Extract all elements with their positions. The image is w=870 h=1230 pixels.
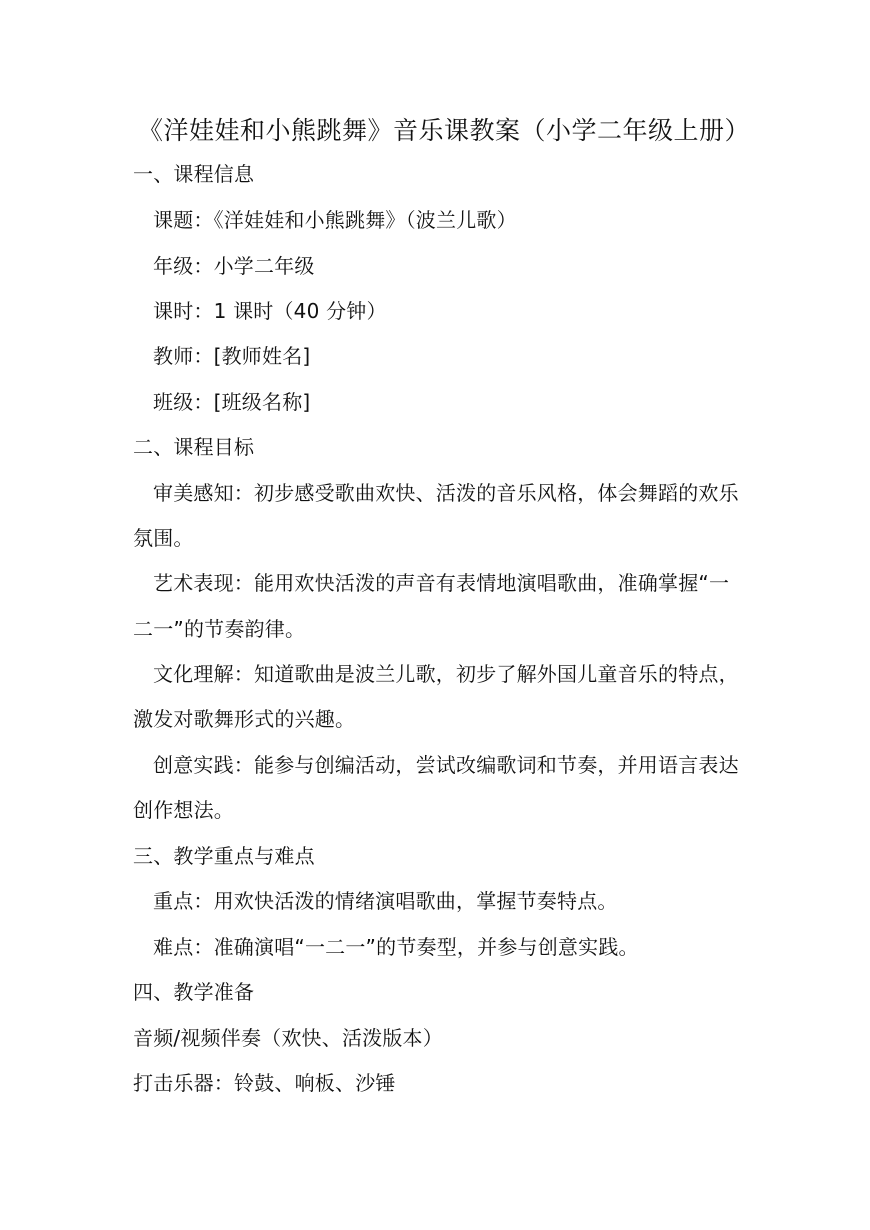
objective-creative-line1: 创意实践：能参与创编活动，尝试改编歌词和节奏，并用语言表达 [153, 753, 739, 777]
info-item-topic: 课题：《洋娃娃和小熊跳舞》（波兰儿歌） [153, 208, 517, 232]
info-item-class: 班级：[班级名称] [153, 390, 311, 414]
objective-expression-line2: 二一”的节奏韵律。 [133, 617, 306, 641]
info-item-grade: 年级：小学二年级 [153, 254, 315, 278]
preparation-item-instruments: 打击乐器：铃鼓、响板、沙锤 [133, 1071, 396, 1095]
objective-culture-line1: 文化理解：知道歌曲是波兰儿歌，初步了解外国儿童音乐的特点， [153, 662, 739, 686]
objective-culture-line2: 激发对歌舞形式的兴趣。 [133, 707, 356, 731]
preparation-item-audio: 音频/视频伴奏（欢快、活泼版本） [133, 1026, 443, 1050]
section-heading-objectives: 二、课程目标 [133, 435, 255, 459]
info-item-duration: 课时：1 课时（40 分钟） [153, 299, 387, 323]
section-heading-preparation: 四、教学准备 [133, 980, 255, 1004]
document-title: 《洋娃娃和小熊跳舞》音乐课教案（小学二年级上册） [138, 116, 751, 145]
info-item-teacher: 教师：[教师姓名] [153, 344, 311, 368]
objective-aesthetic-line2: 氛围。 [133, 526, 194, 550]
objective-aesthetic-line1: 审美感知：初步感受歌曲欢快、活泼的音乐风格，体会舞蹈的欢乐 [153, 481, 739, 505]
key-point-focus: 重点：用欢快活泼的情绪演唱歌曲，掌握节奏特点。 [153, 889, 618, 913]
section-heading-key-points: 三、教学重点与难点 [133, 844, 315, 868]
objective-creative-line2: 创作想法。 [133, 798, 234, 822]
key-point-difficulty: 难点：准确演唱“一二一”的节奏型，并参与创意实践。 [153, 935, 639, 959]
objective-expression-line1: 艺术表现：能用欢快活泼的声音有表情地演唱歌曲，准确掌握“一 [153, 571, 730, 595]
section-heading-course-info: 一、课程信息 [133, 162, 255, 186]
